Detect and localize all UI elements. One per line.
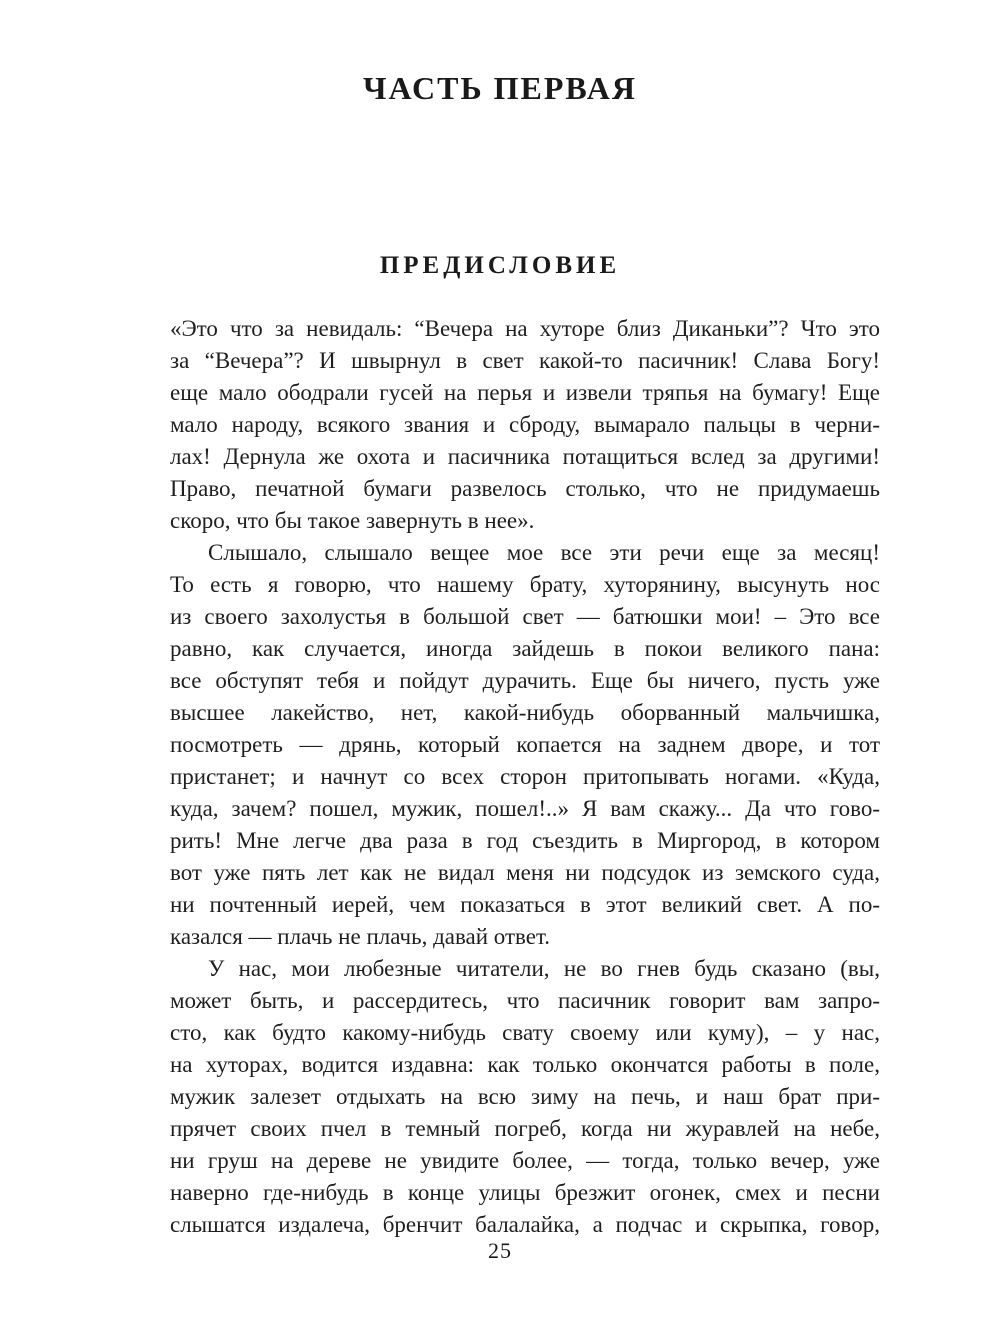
text-line: из своего захолустья в большой свет — батюшки мои! – Это все bbox=[170, 604, 880, 629]
text-line: еще мало ободрали гусей на перья и извели тряпья на бумагу! Еще bbox=[170, 380, 880, 405]
paragraph bbox=[170, 953, 880, 1241]
paragraph bbox=[170, 537, 880, 953]
text-line: лах! Дернула же охота и пасичника потащиться вслед за другими! bbox=[170, 444, 880, 469]
part-title: ЧАСТЬ ПЕРВАЯ bbox=[363, 70, 637, 106]
text-line: У нас, мои любезные читатели, не во гнев будь сказано (вы, bbox=[208, 956, 880, 981]
text-line: вот уже пять лет как не видал меня ни подсудок из земского суда, bbox=[170, 860, 880, 885]
text-line: рить! Мне легче два раза в год съездить в Миргород, в котором bbox=[170, 828, 880, 853]
text-line: Право, печатной бумаги развелось столько, что не придумаешь bbox=[170, 476, 880, 501]
text-line: «Это что за невидаль: “Вечера на хуторе близ Диканьки”? Что это bbox=[170, 316, 880, 341]
text-line: посмотреть — дрянь, который копается на заднем дворе, и тот bbox=[170, 732, 880, 757]
text-line: наверно где-нибудь в конце улицы брезжит огонек, смех и песни bbox=[170, 1180, 880, 1205]
text-line: скоро, что бы такое завернуть в нее». bbox=[170, 508, 535, 533]
section-title: ПРЕДИСЛОВИЕ bbox=[379, 252, 621, 279]
text-line: То есть я говорю, что нашему брату, хуторянину, высунуть нос bbox=[170, 572, 880, 597]
text-line: за “Вечера”? И швырнул в свет какой-то пасичник! Слава Богу! bbox=[170, 348, 880, 373]
text-line: казался — плачь не плачь, давай ответ. bbox=[170, 924, 551, 949]
text-line: ни груш на дереве не увидите более, — тогда, только вечер, уже bbox=[170, 1148, 880, 1173]
text-line: все обступят тебя и пойдут дурачить. Еще бы ничего, пусть уже bbox=[170, 668, 880, 693]
text-line: пристанет; и начнут со всех сторон притопывать ногами. «Куда, bbox=[170, 764, 880, 789]
text-line: равно, как случается, иногда зайдешь в покои великого пана: bbox=[170, 636, 880, 661]
text-line: прячет своих пчел в темный погреб, когда ни журавлей на небе, bbox=[170, 1116, 880, 1141]
text-line: мало народу, всякого звания и сброду, вымарало пальцы в черни- bbox=[170, 412, 880, 437]
text-line: куда, зачем? пошел, мужик, пошел!..» Я вам скажу... Да что гово- bbox=[170, 796, 880, 821]
text-line: ни почтенный иерей, чем показаться в этот великий свет. А по- bbox=[170, 892, 880, 917]
text-line: Слышало, слышало вещее мое все эти речи еще за месяц! bbox=[208, 540, 880, 565]
text-line: сто, как будто какому-нибудь свату своему или куму), – у нас, bbox=[170, 1020, 880, 1045]
text-line: может быть, и рассердитесь, что пасичник говорит вам запро- bbox=[170, 988, 880, 1013]
preface-body-text bbox=[170, 313, 880, 1241]
text-line: слышатся издалеча, бренчит балалайка, а подчас и скрыпка, говор, bbox=[170, 1212, 880, 1237]
paragraph bbox=[170, 313, 880, 537]
text-line: высшее лакейство, нет, какой-нибудь оборванный мальчишка, bbox=[170, 700, 880, 725]
page-number: 25 bbox=[488, 1238, 512, 1263]
text-line: на хуторах, водится издавна: как только окончатся работы в поле, bbox=[170, 1052, 880, 1077]
text-line: мужик залезет отдыхать на всю зиму на печь, и наш брат при- bbox=[170, 1084, 880, 1109]
